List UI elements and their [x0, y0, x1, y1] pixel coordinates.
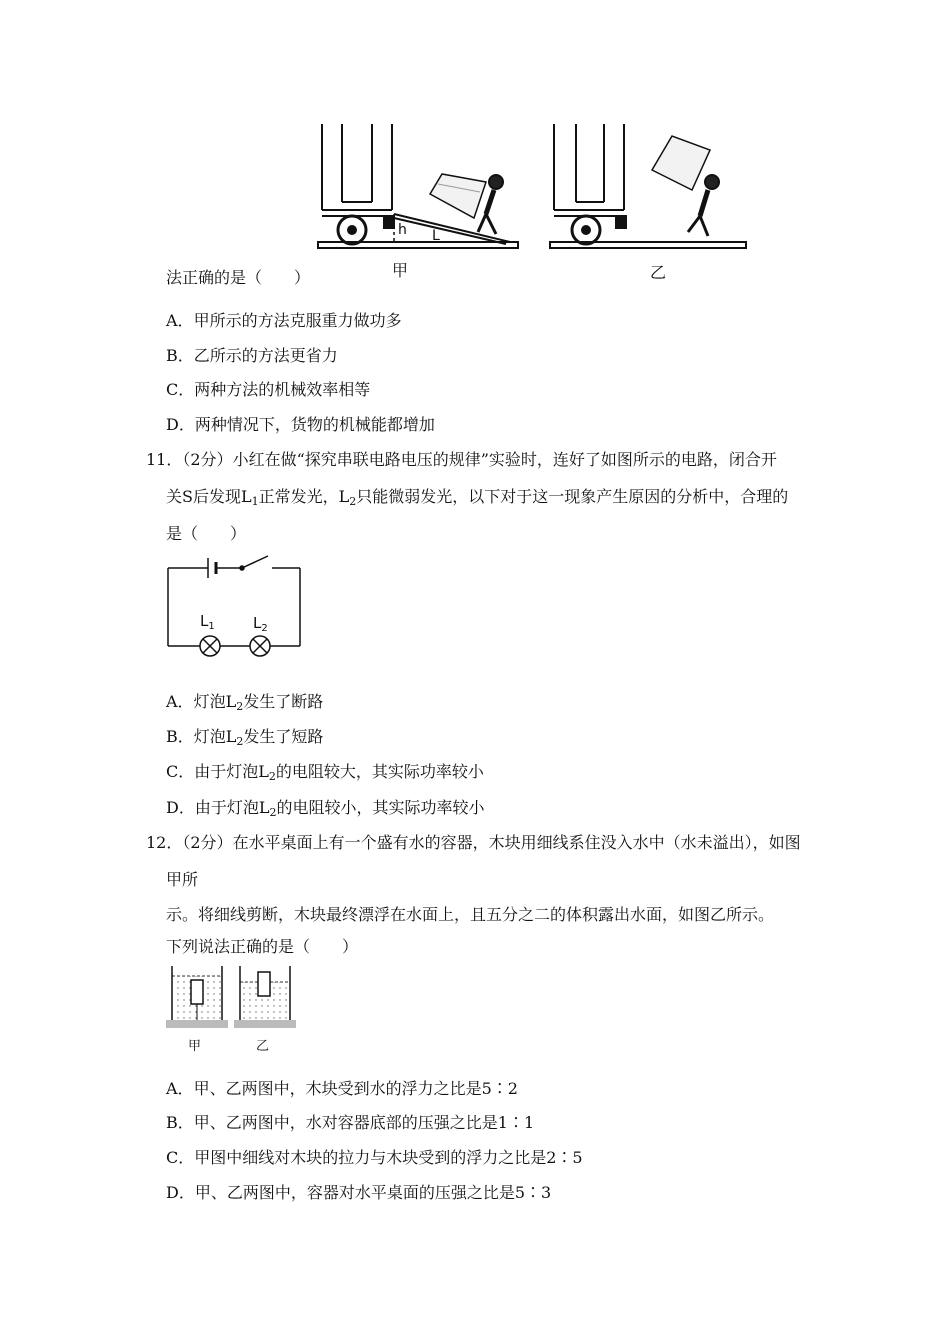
q12-option-c[interactable]: C．甲图中细线对木块的拉力与木块受到的浮力之比是2∶5	[166, 1148, 583, 1167]
figure-label-jia: 甲	[392, 261, 409, 280]
truck-loading-figure	[310, 118, 760, 288]
q11-line2: 关S后发现$L_1$正常发光，$L_2$只能微弱发光，以下对于这一现象产生原因的分析中，合理的	[166, 487, 789, 508]
q12-line3: 示。将细线剪断，木块最终漂浮在水面上，且五分之二的体积露出水面，如图乙所示。	[166, 905, 775, 924]
series-circuit-figure	[160, 548, 310, 663]
q11-option-a[interactable]: A．灯泡$L_2$发生了断路	[166, 692, 324, 713]
length-label: L	[432, 228, 440, 244]
q12-option-a[interactable]: A．甲、乙两图中，木块受到水的浮力之比是5∶2	[166, 1079, 518, 1098]
q11-line1: 11．（2分）小红在做“探究串联电路电压的规律”实验时，连好了如图所示的电路，闭合开	[146, 450, 777, 469]
q11-option-d[interactable]: D．由于灯泡$L_2$的电阻较小，其实际功率较小	[166, 798, 485, 819]
svg-text:L2: $L_2$	[253, 614, 268, 634]
q11-option-c[interactable]: C．由于灯泡$L_2$的电阻较大，其实际功率较小	[166, 762, 484, 783]
q10-option-b[interactable]: B．乙所示的方法更省力	[166, 346, 338, 365]
q12-line4: 下列说法正确的是（ ）	[166, 937, 359, 956]
lamp-l1-label: L	[200, 612, 209, 630]
figure-label-jia: 甲	[188, 1039, 202, 1054]
svg-text:L1: $L_1$	[200, 612, 215, 632]
q10-stem-tail: 法正确的是（ ）	[166, 268, 311, 287]
q11-line3: 是（ ）	[166, 524, 247, 543]
floating-block-figure	[164, 962, 299, 1057]
height-label: h	[398, 222, 407, 238]
q11-option-b[interactable]: B．灯泡$L_2$发生了短路	[166, 727, 324, 748]
q10-option-c[interactable]: C．两种方法的机械效率相等	[166, 380, 371, 399]
q12-line2: 甲所	[166, 870, 199, 889]
figure-label-yi: 乙	[256, 1039, 270, 1054]
q10-option-a[interactable]: A．甲所示的方法克服重力做功多	[166, 311, 402, 330]
q12-option-b[interactable]: B．甲、乙两图中，水对容器底部的压强之比是1∶1	[166, 1113, 535, 1132]
q10-option-d[interactable]: D．两种情况下，货物的机械能都增加	[166, 415, 435, 434]
q12-option-d[interactable]: D．甲、乙两图中，容器对水平桌面的压强之比是5∶3	[166, 1183, 552, 1202]
figure-label-yi: 乙	[650, 263, 667, 282]
q12-line1: 12．（2分）在水平桌面上有一个盛有水的容器，木块用细线系住没入水中（水未溢出），如图	[146, 833, 801, 852]
lamp-l2-label: L	[253, 614, 262, 632]
